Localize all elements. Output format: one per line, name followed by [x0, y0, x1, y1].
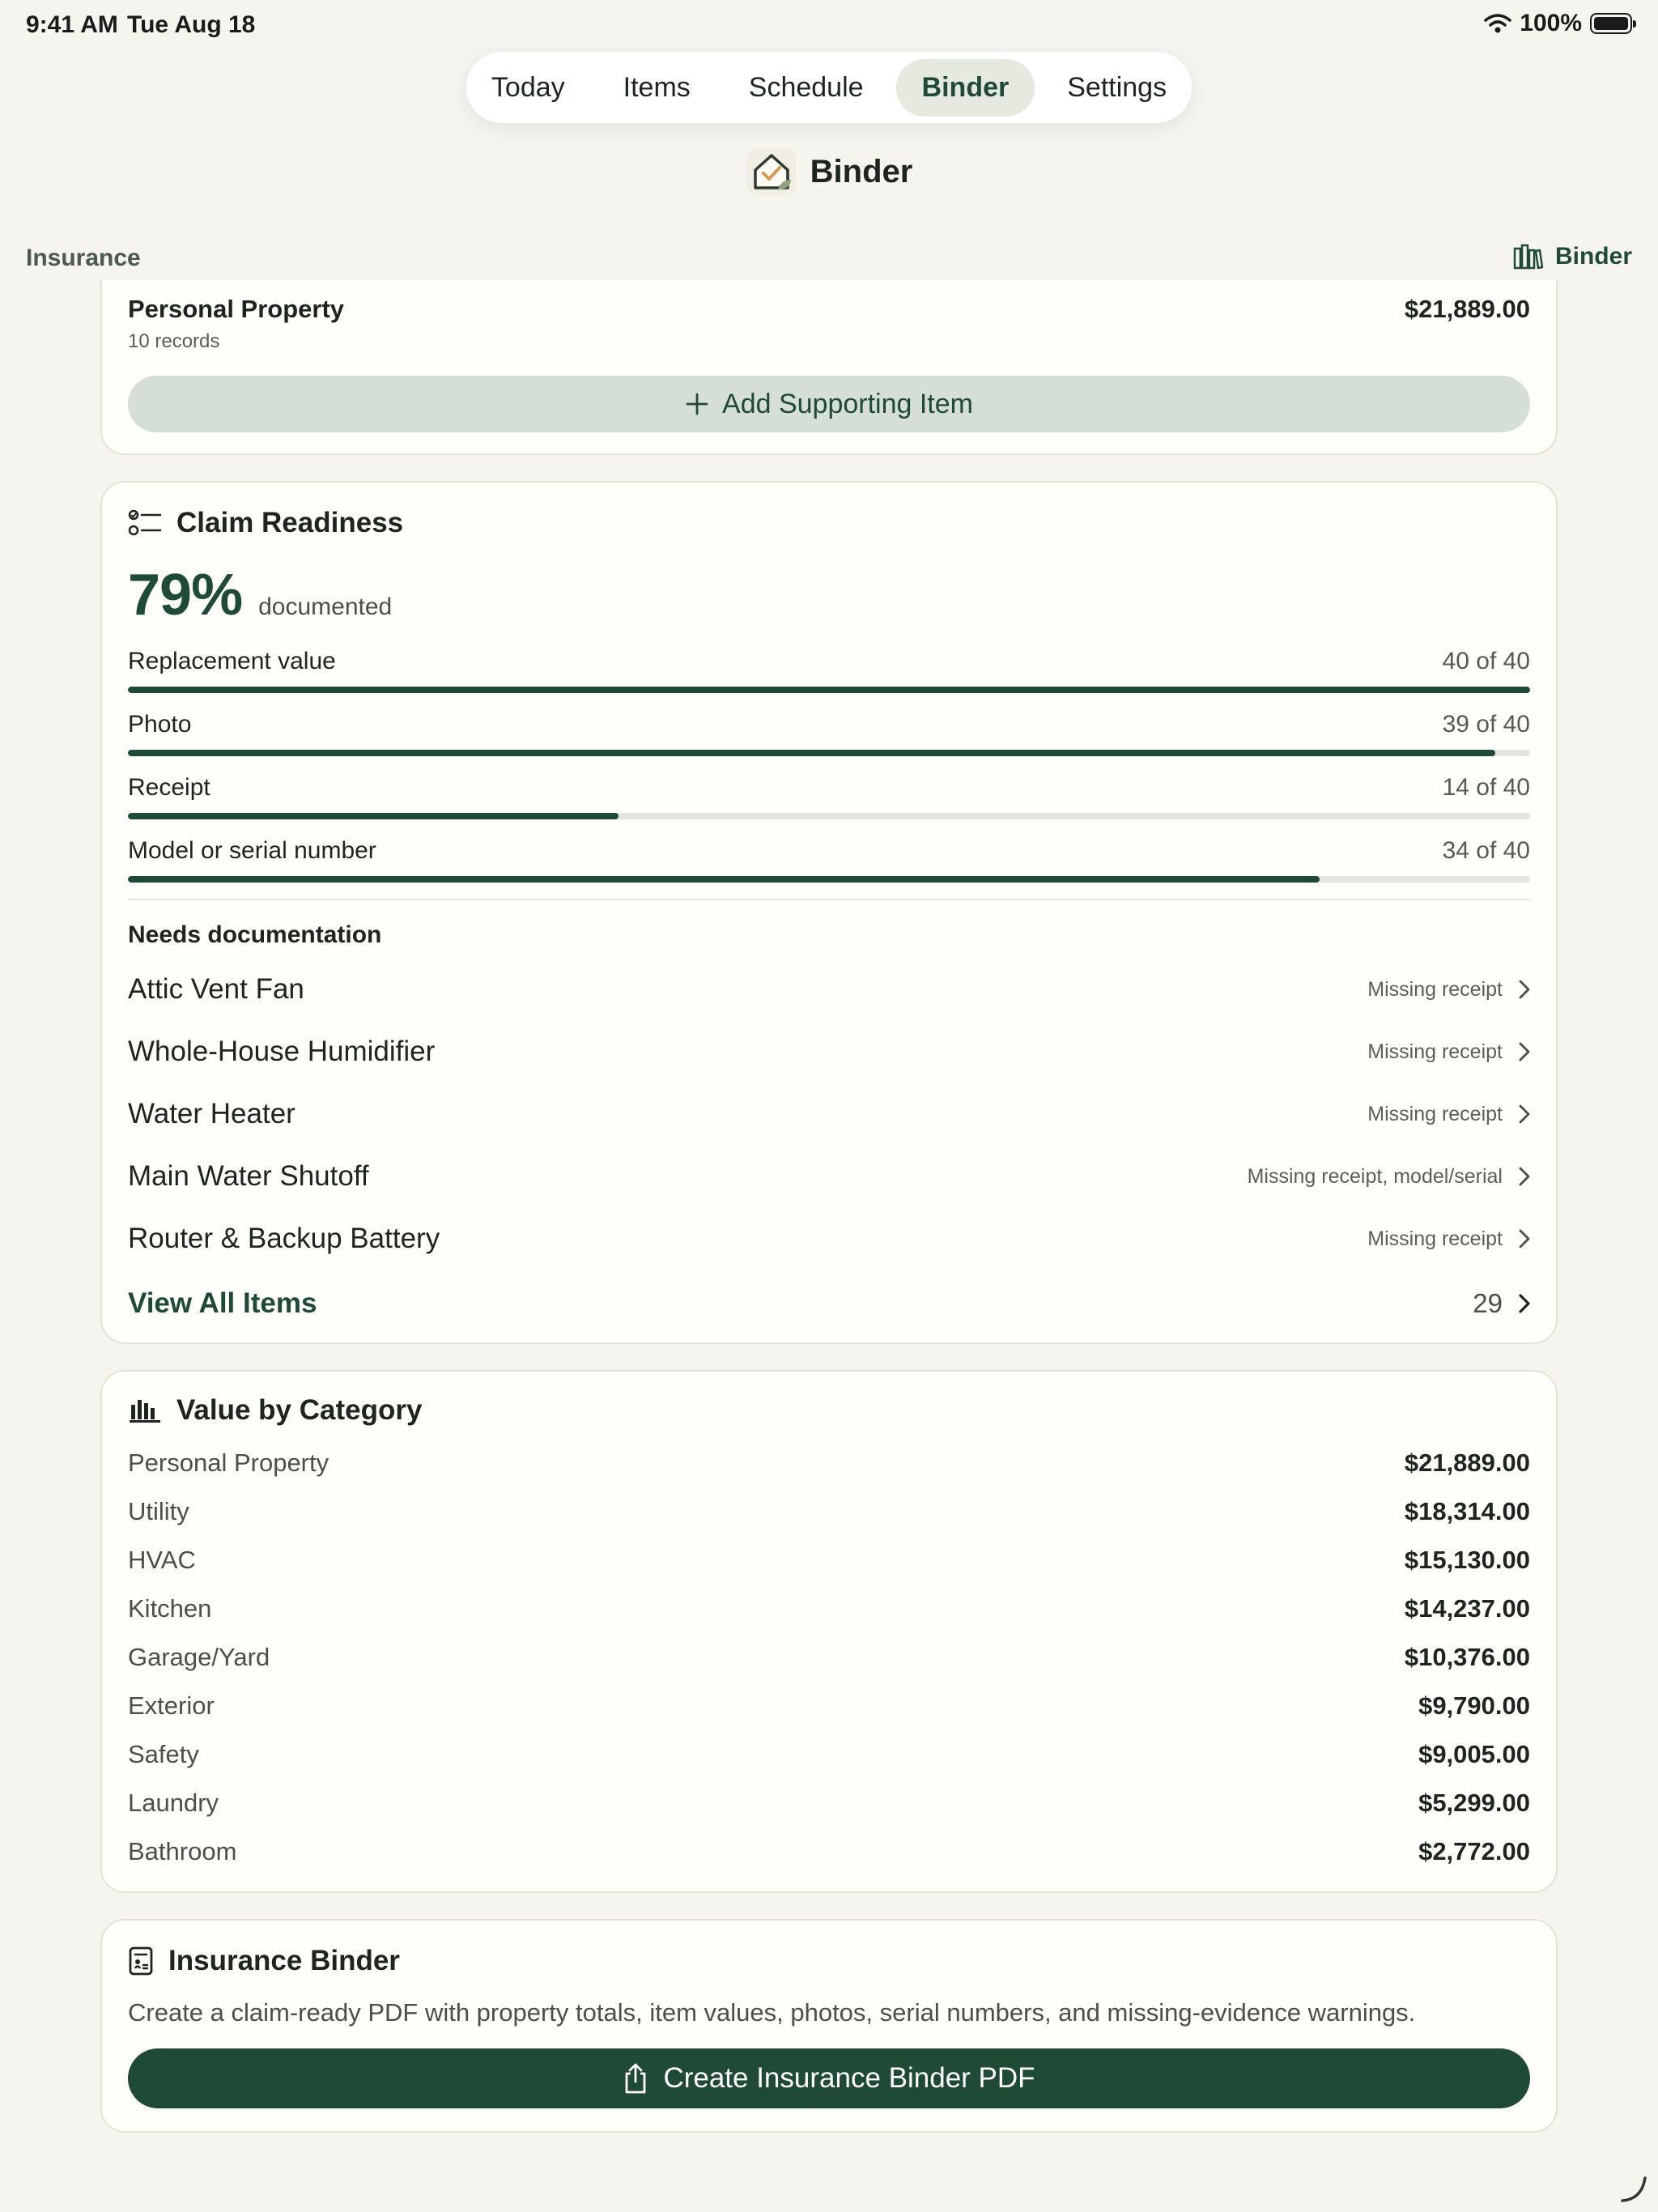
create-binder-pdf-label: Create Insurance Binder PDF [663, 2062, 1035, 2094]
category-value: $21,889.00 [1404, 1448, 1530, 1477]
progress-track [128, 750, 1530, 756]
battery-percent: 100% [1520, 10, 1582, 36]
status-time: 9:41 AM [26, 11, 118, 38]
metric-replacement-value [128, 648, 1530, 711]
metric-photo [128, 711, 1530, 774]
chevron-right-icon [1519, 1167, 1530, 1186]
category-name: Garage/Yard [128, 1643, 270, 1671]
metric-label: Receipt [128, 774, 210, 801]
needs-documentation-title: Needs documentation [128, 921, 382, 948]
binder-toolbar-button[interactable] [1513, 243, 1632, 270]
category-row [128, 1686, 1530, 1726]
documented-label: documented [258, 593, 393, 620]
category-value: $5,299.00 [1418, 1789, 1530, 1817]
metric-count: 14 of 40 [1442, 774, 1530, 801]
supporting-item-title: Personal Property [128, 295, 345, 323]
category-name: Safety [128, 1740, 199, 1768]
need-item-name: Attic Vent Fan [128, 973, 304, 1005]
tab-binder[interactable]: Binder [896, 59, 1035, 117]
category-name: Kitchen [128, 1594, 212, 1623]
category-name: Exterior [128, 1691, 215, 1720]
plus-icon [685, 392, 709, 416]
need-row-water-heater[interactable] [128, 1090, 1530, 1138]
need-item-name: Whole-House Humidifier [128, 1036, 436, 1067]
category-row [128, 1831, 1530, 1872]
metric-count: 40 of 40 [1442, 648, 1530, 674]
tab-today[interactable]: Today [491, 71, 565, 103]
content-scroll[interactable] [0, 280, 1658, 2212]
need-row-humidifier[interactable] [128, 1027, 1530, 1076]
metric-label: Photo [128, 711, 192, 738]
value-by-category-header [128, 1394, 422, 1427]
view-all-items-button[interactable] [128, 1279, 1530, 1328]
need-item-name: Router & Backup Battery [128, 1223, 440, 1254]
tab-items[interactable]: Items [623, 71, 691, 103]
progress-track [128, 876, 1530, 883]
category-value: $9,005.00 [1418, 1740, 1530, 1768]
title-row [0, 146, 1658, 198]
value-by-category-card [100, 1370, 1558, 1893]
progress-fill [128, 750, 1495, 756]
insurance-binder-card [100, 1919, 1558, 2133]
category-value: $2,772.00 [1418, 1837, 1530, 1865]
metric-label: Replacement value [128, 648, 336, 674]
progress-track [128, 813, 1530, 819]
percent-row [128, 562, 392, 628]
metric-count: 39 of 40 [1442, 711, 1530, 738]
metric-model-serial [128, 837, 1530, 900]
share-icon [623, 2062, 648, 2095]
need-item-name: Main Water Shutoff [128, 1160, 369, 1192]
category-name: Laundry [128, 1789, 219, 1817]
progress-fill [128, 876, 1320, 883]
claim-readiness-title: Claim Readiness [176, 507, 404, 538]
insurance-binder-title: Insurance Binder [168, 1945, 400, 1976]
category-row [128, 1491, 1530, 1532]
category-row [128, 1589, 1530, 1629]
category-row [128, 1637, 1530, 1678]
checklist-icon [128, 508, 162, 538]
need-item-status: Missing receipt [1367, 1102, 1503, 1125]
supporting-item-subtitle: 10 records [128, 330, 220, 352]
documented-percent: 79% [128, 563, 243, 627]
category-row [128, 1443, 1530, 1483]
battery-icon [1590, 13, 1632, 34]
claim-readiness-header [128, 507, 403, 539]
status-indicators [1484, 10, 1632, 37]
house-check-icon [746, 146, 797, 198]
page-title: Binder [810, 153, 913, 189]
category-name: Utility [128, 1497, 189, 1525]
category-row [128, 1540, 1530, 1580]
category-name: HVAC [128, 1546, 196, 1574]
wifi-icon [1484, 13, 1511, 34]
books-icon [1513, 244, 1544, 270]
tab-bar [466, 52, 1192, 123]
category-value: $15,130.00 [1404, 1546, 1530, 1574]
add-supporting-item-button[interactable] [128, 376, 1530, 432]
claim-readiness-card [100, 481, 1558, 1344]
view-all-items-label: View All Items [128, 1287, 317, 1319]
need-row-attic-vent-fan[interactable] [128, 965, 1530, 1014]
status-date: Tue Aug 18 [127, 11, 256, 38]
chevron-right-icon [1519, 1229, 1530, 1249]
progress-track [128, 687, 1530, 693]
category-value: $9,790.00 [1418, 1691, 1530, 1720]
progress-fill [128, 813, 619, 819]
need-row-main-water-shutoff[interactable] [128, 1152, 1530, 1201]
progress-fill [128, 687, 1530, 693]
create-binder-pdf-button[interactable] [128, 2048, 1530, 2108]
value-by-category-title: Value by Category [176, 1394, 423, 1426]
category-name: Bathroom [128, 1837, 237, 1865]
category-name: Personal Property [128, 1448, 329, 1477]
need-item-status: Missing receipt [1367, 977, 1503, 1001]
need-item-status: Missing receipt [1367, 1040, 1503, 1063]
add-supporting-item-label: Add Supporting Item [722, 388, 973, 419]
category-value: $10,376.00 [1404, 1643, 1530, 1671]
category-value: $14,237.00 [1404, 1594, 1530, 1623]
chevron-right-icon [1519, 980, 1530, 999]
view-all-items-count: 29 [1473, 1288, 1503, 1318]
supporting-item-value: $21,889.00 [1404, 295, 1530, 323]
binder-toolbar-label: Binder [1554, 243, 1632, 270]
insurance-binder-description: Create a claim-ready PDF with property totals, item values, photos, serial numbers, and missing-evidence warnings. [128, 1998, 1416, 2027]
need-row-router-battery[interactable] [128, 1214, 1530, 1263]
supporting-items-card [100, 280, 1558, 455]
insurance-binder-header [128, 1945, 400, 1977]
need-item-status: Missing receipt [1367, 1227, 1503, 1250]
chevron-right-icon [1519, 1042, 1530, 1061]
section-divider [128, 899, 1530, 900]
category-row [128, 1783, 1530, 1823]
document-icon [128, 1946, 154, 1976]
back-link-insurance[interactable]: Insurance [26, 245, 141, 271]
tab-schedule[interactable]: Schedule [748, 71, 864, 103]
chevron-right-icon [1519, 1104, 1530, 1124]
chevron-right-icon [1519, 1294, 1530, 1313]
metric-count: 34 of 40 [1442, 837, 1530, 864]
resize-handle-icon[interactable] [1619, 2175, 1648, 2204]
category-row [128, 1734, 1530, 1775]
metric-label: Model or serial number [128, 837, 376, 864]
category-value: $18,314.00 [1404, 1497, 1530, 1525]
tab-settings[interactable]: Settings [1067, 71, 1167, 103]
bar-chart-icon [128, 1397, 162, 1424]
metric-receipt [128, 774, 1530, 837]
need-item-status: Missing receipt, model/serial [1247, 1164, 1503, 1188]
need-item-name: Water Heater [128, 1098, 295, 1129]
